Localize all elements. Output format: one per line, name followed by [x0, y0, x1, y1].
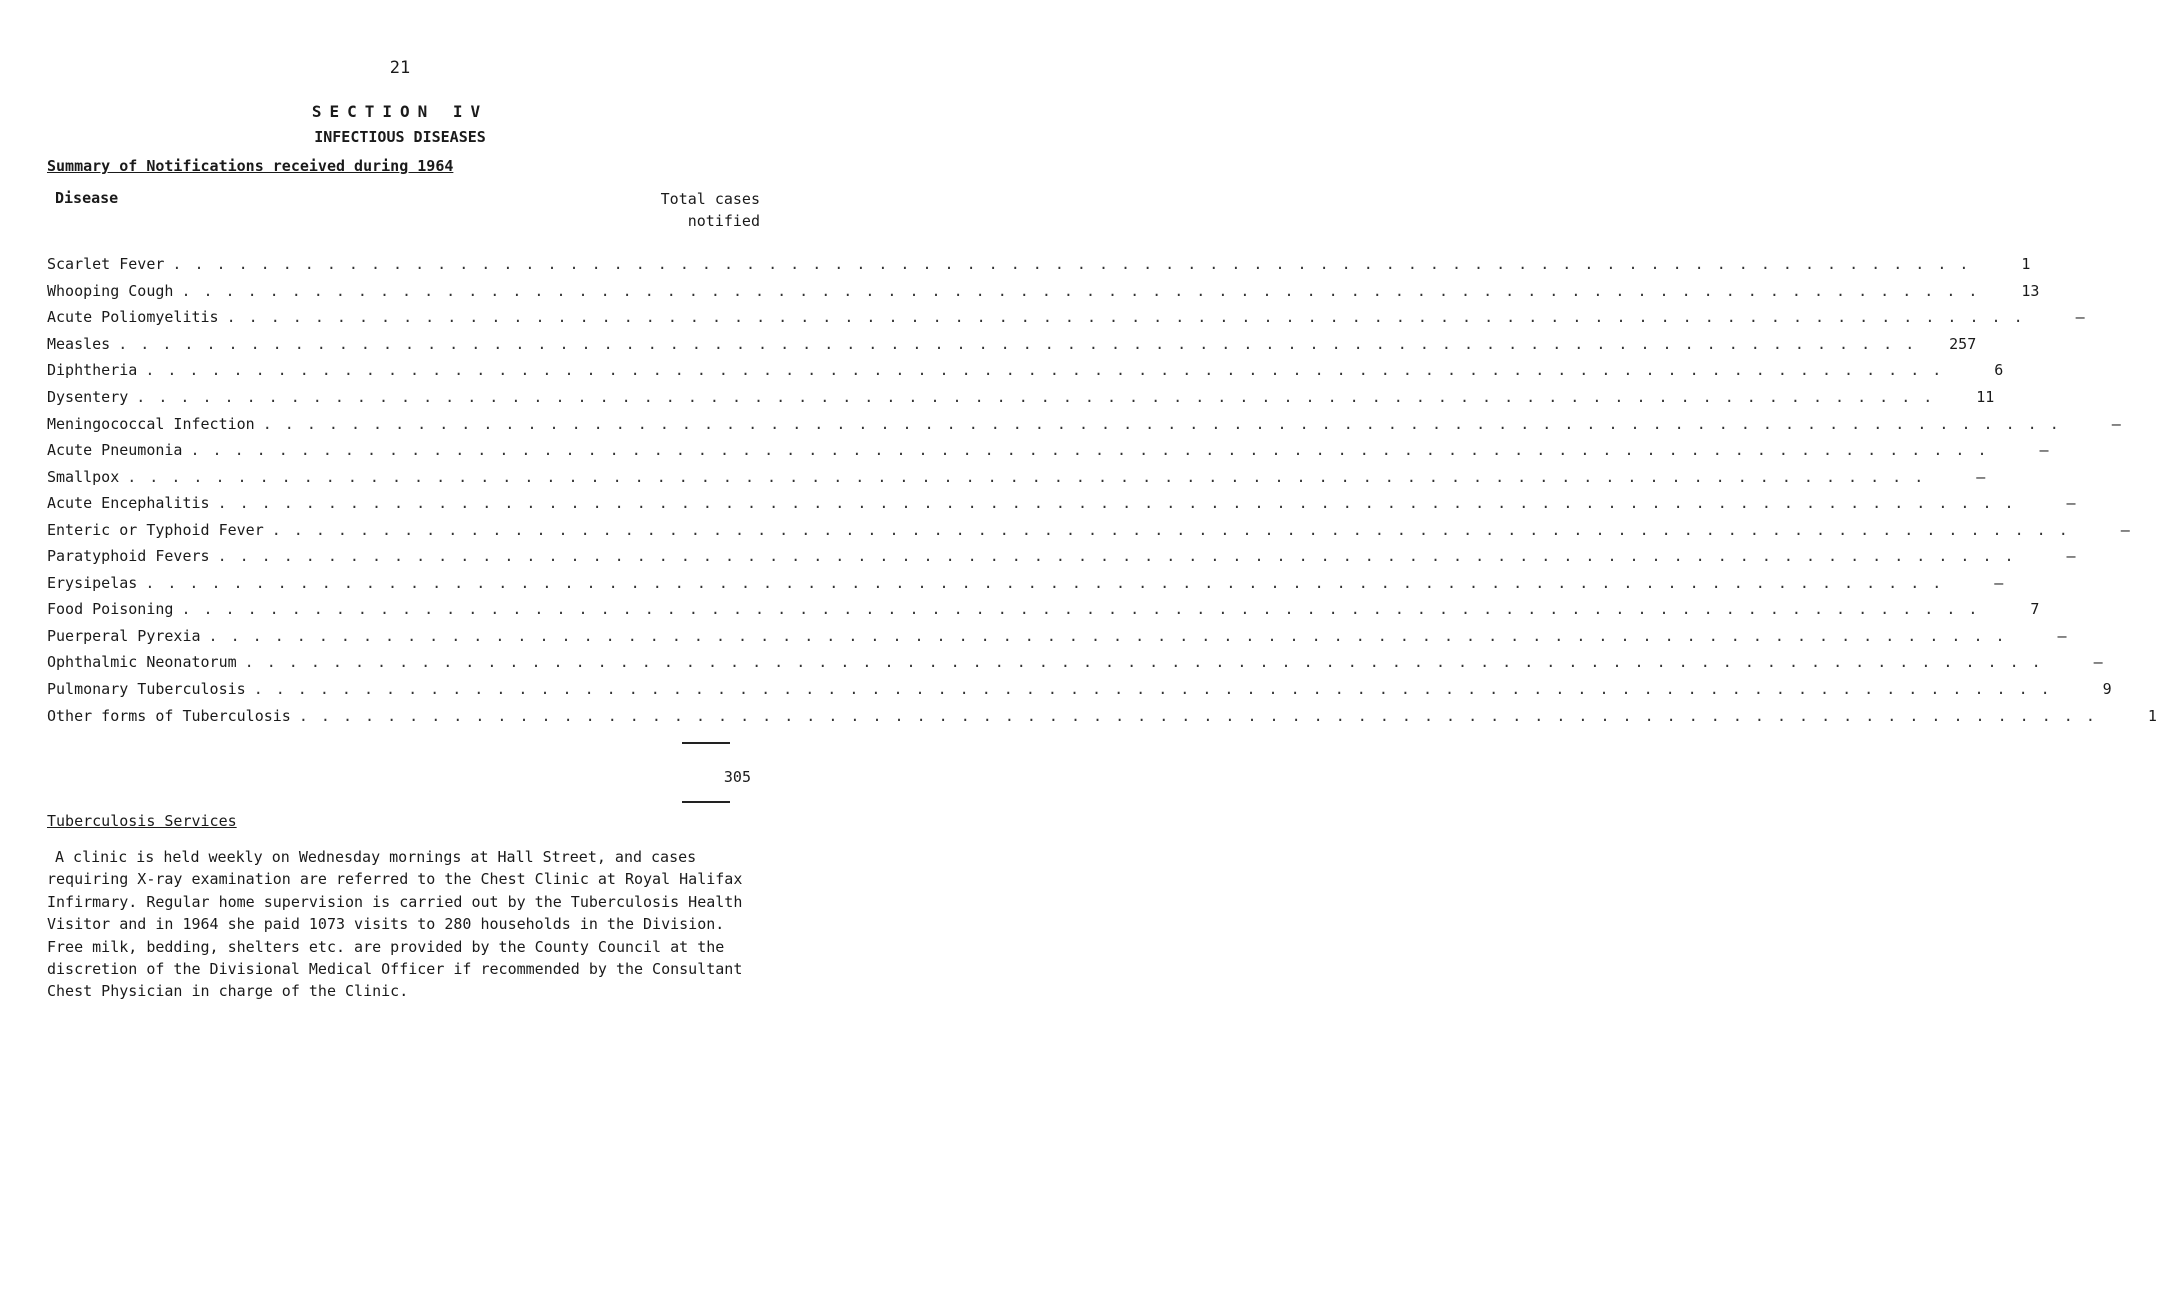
dot-leader: . . . . . . . . . . . . . . . . . . . . . . . . . . . . . . . . . . . . . . . . . . . . . . . . . . . . . . . . . . . . . . . . . . . . . . . . . . . . . . . . . .: [208, 626, 2007, 645]
table-row: [47, 596, 2040, 623]
total-rule-top: [682, 742, 730, 744]
disease-name: Erysipelas: [47, 573, 138, 592]
disease-name: Whooping Cough: [47, 281, 174, 300]
disease-name: Diphtheria: [47, 361, 138, 380]
disease-total: –: [2039, 441, 2049, 460]
disease-name: Other forms of Tuberculosis: [47, 706, 291, 725]
disease-name: Food Poisoning: [47, 600, 174, 619]
disease-total: –: [2120, 520, 2130, 539]
disease-total: –: [2111, 414, 2121, 433]
table-row: [47, 331, 1977, 358]
disease-total: 13: [2021, 281, 2040, 300]
disease-name: Dysentery: [47, 388, 129, 406]
grand-total: 305: [723, 768, 751, 786]
table-row: [47, 357, 2004, 384]
summary-heading: Summary of Notifications received during 1964: [47, 157, 454, 175]
table-row: [47, 702, 2157, 729]
page-number: 21: [389, 58, 411, 78]
tb-services-heading: Tuberculosis Services: [47, 812, 237, 830]
disease-total: 9: [2102, 680, 2112, 699]
dot-leader: . . . . . . . . . . . . . . . . . . . . . . . . . . . . . . . . . . . . . . . . . . . . . . . . . . . . . . . . . . . . . . . . . . . . . . . . . . . . . . . . . .: [172, 255, 1971, 274]
dot-leader: . . . . . . . . . . . . . . . . . . . . . . . . . . . . . . . . . . . . . . . . . . . . . . . . . . . . . . . . . . . . . . . . . . . . . . . . . . . . . . . . . .: [217, 494, 2016, 513]
disease-name: Ophthalmic Neonatorum: [47, 653, 237, 672]
table-row: [47, 543, 2076, 570]
dot-leader: . . . . . . . . . . . . . . . . . . . . . . . . . . . . . . . . . . . . . . . . . . . . . . . . . . . . . . . . . . . . . . . . . . . . . . . . . . . . . . . . . .: [244, 653, 2043, 672]
disease-name: Measles: [47, 334, 111, 353]
dot-leader: . . . . . . . . . . . . . . . . . . . . . . . . . . . . . . . . . . . . . . . . . . . . . . . . . . . . . . . . . . . . . . . . . . . . . . . . . . . . . . . . . .: [271, 520, 2070, 539]
section-title: SECTION IV: [311, 102, 489, 121]
table-row: [47, 490, 2076, 517]
disease-name: Pulmonary Tuberculosis: [47, 680, 246, 699]
table-row: [47, 676, 2112, 703]
disease-total: –: [1976, 467, 1986, 486]
table-row: [47, 251, 2031, 278]
disease-name: Smallpox: [47, 467, 120, 486]
table-row: [47, 649, 2103, 676]
table-row: [47, 304, 2085, 331]
disease-name: Acute Pneumonia: [47, 441, 183, 460]
table-row: [47, 570, 2004, 597]
disease-total: 257: [1949, 334, 1977, 353]
tb-services-paragraph: A clinic is held weekly on Wednesday mornings at Hall Street, and cases requiring X-ray examination are referred to the Chest Clinic at Royal Halifax Infirmary. Regular home supervision is carried out by the Tuberculosis Health Visitor and in 1964 she paid 1073 visits to 280 households in the Division. Free milk, bedding, shelters etc. are provided by the County Council at the discretion of the Divisional Medical Officer if recommended by the Consultant Chest Physician in charge of the Clinic.: [47, 848, 743, 1001]
column-header-disease: Disease: [55, 189, 119, 207]
dot-leader: . . . . . . . . . . . . . . . . . . . . . . . . . . . . . . . . . . . . . . . . . . . . . . . . . . . . . . . . . . . . . . . . . . . . . . . . . . . . . . . . . .: [253, 680, 2052, 699]
disease-total: –: [2066, 547, 2076, 566]
table-row: [47, 463, 1986, 490]
disease-total: –: [2066, 494, 2076, 513]
dot-leader: . . . . . . . . . . . . . . . . . . . . . . . . . . . . . . . . . . . . . . . . . . . . . . . . . . . . . . . . . . . . . . . . . . . . . . . . . . . . . . . . . .: [217, 547, 2016, 566]
dot-leader: . . . . . . . . . . . . . . . . . . . . . . . . . . . . . . . . . . . . . . . . . . . . . . . . . . . . . . . . . . . . . . . . . . . . . . . . . . . . . . . . . .: [136, 388, 1935, 406]
disease-total: 1: [2147, 706, 2157, 725]
table-row: [47, 384, 1995, 411]
disease-name: Paratyphoid Fevers: [47, 547, 210, 566]
column-header-total: Total cases notified: [660, 190, 760, 230]
dot-leader: . . . . . . . . . . . . . . . . . . . . . . . . . . . . . . . . . . . . . . . . . . . . . . . . . . . . . . . . . . . . . . . . . . . . . . . . . . . . . . . . . .: [145, 361, 1944, 380]
dot-leader: . . . . . . . . . . . . . . . . . . . . . . . . . . . . . . . . . . . . . . . . . . . . . . . . . . . . . . . . . . . . . . . . . . . . . . . . . . . . . . . . . .: [298, 706, 2097, 725]
disease-name: Enteric or Typhoid Fever: [47, 520, 264, 539]
disease-total: –: [2075, 308, 2085, 327]
dot-leader: . . . . . . . . . . . . . . . . . . . . . . . . . . . . . . . . . . . . . . . . . . . . . . . . . . . . . . . . . . . . . . . . . . . . . . . . . . . . . . . . . .: [127, 467, 1926, 486]
disease-total: –: [2057, 626, 2067, 645]
disease-total: –: [1994, 573, 2004, 592]
disease-name: Acute Poliomyelitis: [47, 308, 219, 327]
table-row: [47, 437, 2049, 464]
dot-leader: . . . . . . . . . . . . . . . . . . . . . . . . . . . . . . . . . . . . . . . . . . . . . . . . . . . . . . . . . . . . . . . . . . . . . . . . . . . . . . . . . .: [226, 308, 2025, 327]
disease-total: 11: [1976, 388, 1995, 406]
disease-total: 1: [2021, 255, 2031, 274]
dot-leader: . . . . . . . . . . . . . . . . . . . . . . . . . . . . . . . . . . . . . . . . . . . . . . . . . . . . . . . . . . . . . . . . . . . . . . . . . . . . . . . . . .: [118, 334, 1917, 353]
disease-total: 6: [1994, 361, 2004, 380]
table-row: [47, 278, 2040, 305]
disease-total: 7: [2030, 600, 2040, 619]
disease-name: Scarlet Fever: [47, 255, 165, 274]
total-rule-bottom: [682, 801, 730, 803]
dot-leader: . . . . . . . . . . . . . . . . . . . . . . . . . . . . . . . . . . . . . . . . . . . . . . . . . . . . . . . . . . . . . . . . . . . . . . . . . . . . . . . . . .: [181, 281, 1980, 300]
disease-name: Puerperal Pyrexia: [47, 626, 201, 645]
table-row: [47, 516, 2130, 543]
notifications-table: [47, 251, 2157, 729]
dot-leader: . . . . . . . . . . . . . . . . . . . . . . . . . . . . . . . . . . . . . . . . . . . . . . . . . . . . . . . . . . . . . . . . . . . . . . . . . . . . . . . . . .: [145, 573, 1944, 592]
disease-name: Acute Encephalitis: [47, 494, 210, 513]
dot-leader: . . . . . . . . . . . . . . . . . . . . . . . . . . . . . . . . . . . . . . . . . . . . . . . . . . . . . . . . . . . . . . . . . . . . . . . . . . . . . . . . . .: [262, 414, 2061, 433]
dot-leader: . . . . . . . . . . . . . . . . . . . . . . . . . . . . . . . . . . . . . . . . . . . . . . . . . . . . . . . . . . . . . . . . . . . . . . . . . . . . . . . . . .: [190, 441, 1989, 460]
disease-total: –: [2093, 653, 2103, 672]
table-row: [47, 410, 2121, 437]
section-subtitle: INFECTIOUS DISEASES: [314, 128, 486, 146]
table-row: [47, 623, 2067, 650]
disease-name: Meningococcal Infection: [47, 414, 255, 433]
dot-leader: . . . . . . . . . . . . . . . . . . . . . . . . . . . . . . . . . . . . . . . . . . . . . . . . . . . . . . . . . . . . . . . . . . . . . . . . . . . . . . . . . .: [181, 600, 1980, 619]
